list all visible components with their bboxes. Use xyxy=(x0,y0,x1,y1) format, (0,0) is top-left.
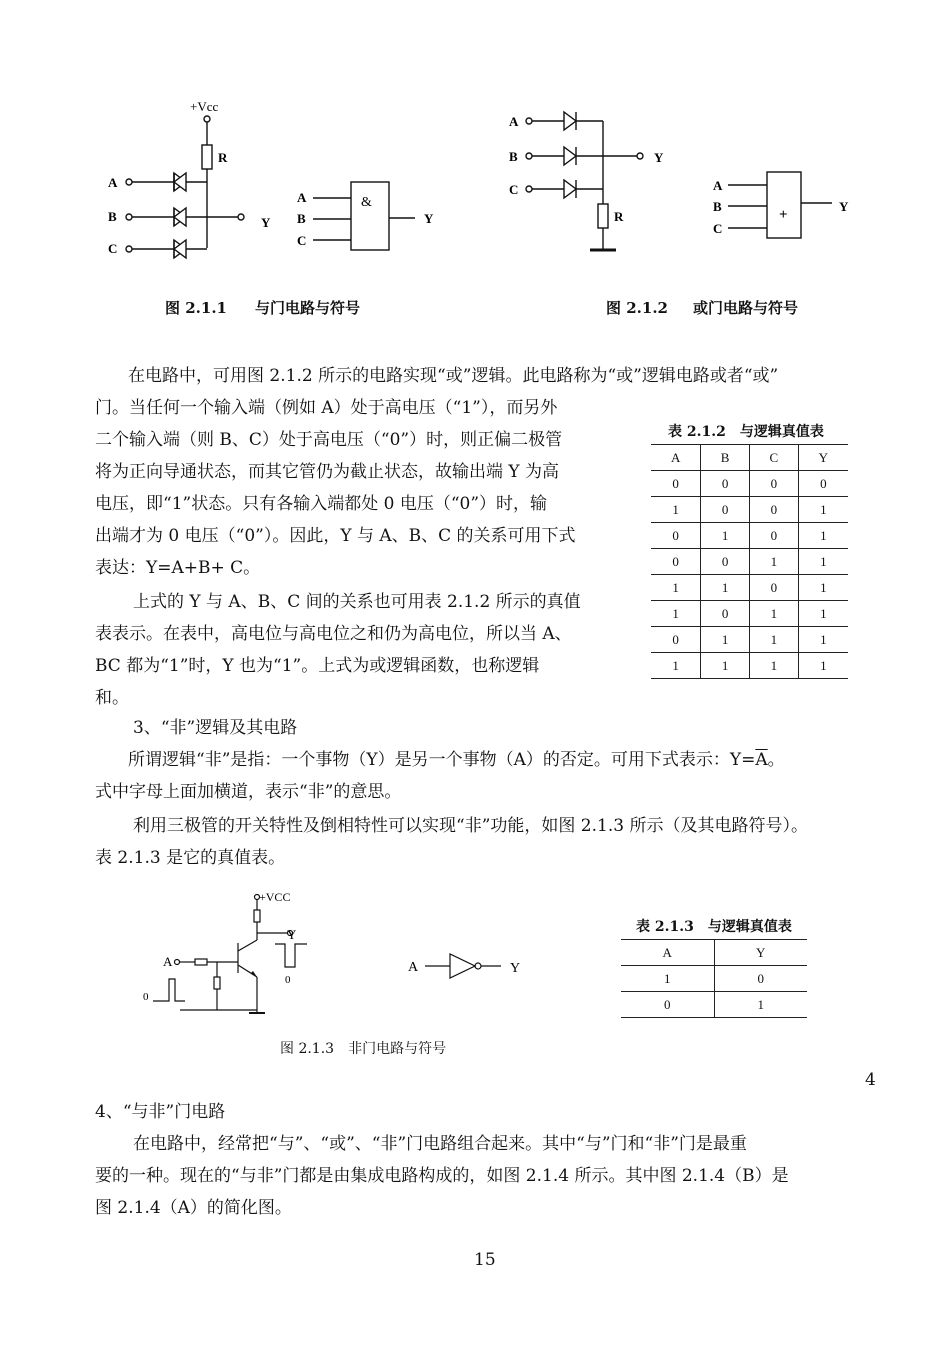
and-sym-b: B xyxy=(297,211,306,226)
para-4-line-2: 表 2.1.3 是它的真值表。 xyxy=(95,848,286,868)
and-sym-y: Y xyxy=(424,211,434,226)
table-cell: 1 xyxy=(798,627,848,653)
table-cell: 1 xyxy=(798,497,848,523)
or-input-a: A xyxy=(509,114,519,129)
table-cell: 0 xyxy=(651,627,701,653)
table-header-cell: B xyxy=(701,445,750,471)
or-sym-y: Y xyxy=(839,199,849,214)
fig-211-caption-number: 图 2.1.1 xyxy=(165,299,227,317)
table-header-cell: Y xyxy=(798,445,848,471)
not-gate-circuit xyxy=(135,885,325,1025)
table-cell: 1 xyxy=(798,601,848,627)
or-r-label: R xyxy=(614,209,624,224)
and-gate-symbol xyxy=(295,178,445,258)
and-vcc-label: +Vcc xyxy=(190,99,219,114)
or-sym-plus: + xyxy=(779,207,788,223)
para-3-line-1-text: 所谓逻辑“非”是指：一个事物（Y）是另一个事物（A）的否定。可用下式表示：Y= xyxy=(128,750,756,770)
table-cell: 1 xyxy=(798,653,848,679)
table-cell: 0 xyxy=(798,471,848,497)
fig-212-caption-text: 或门电路与符号 xyxy=(693,299,799,317)
not-sym-a: A xyxy=(408,960,419,975)
or-input-b: B xyxy=(509,149,518,164)
table-row xyxy=(651,575,848,601)
or-output-y: Y xyxy=(654,150,664,165)
table-cell: 0 xyxy=(749,471,798,497)
table-cell: 0 xyxy=(621,992,714,1018)
or-sym-c: C xyxy=(713,221,723,236)
table-row xyxy=(651,627,848,653)
para-3-line-1-end: 。 xyxy=(767,750,785,770)
fig-212-caption-number: 图 2.1.2 xyxy=(606,299,668,317)
para-5-line-3: 图 2.1.4（A）的简化图。 xyxy=(95,1198,292,1218)
table-cell: 1 xyxy=(749,601,798,627)
para-1-line-5: 电压，即“1”状态。只有各输入端都处 0 电压（“0”）时，输 xyxy=(95,494,548,514)
table-cell: 1 xyxy=(701,575,750,601)
para-5-line-2: 要的一种。现在的“与非”门都是由集成电路构成的，如图 2.1.4 所示。其中图 2.1.4（B）是 xyxy=(95,1166,789,1186)
side-page-number: 4 xyxy=(865,1070,876,1090)
table-row xyxy=(651,523,848,549)
para-2-line-3: BC 都为“1”时，Y 也为“1”。上式为或逻辑函数，也称逻辑 xyxy=(95,656,540,676)
fig-211-caption-text: 与门电路与符号 xyxy=(255,299,361,317)
table-cell: 1 xyxy=(798,575,848,601)
para-1-line-7: 表达：Y=A+B+ C。 xyxy=(95,558,261,578)
table-cell: 0 xyxy=(749,575,798,601)
and-sym-ampersand: & xyxy=(361,195,372,210)
table-cell: 1 xyxy=(749,549,798,575)
table-cell: 0 xyxy=(749,523,798,549)
table-212-title: 表 2.1.2 与逻辑真值表 xyxy=(668,424,824,440)
or-sym-b: B xyxy=(713,199,722,214)
table-row xyxy=(621,992,807,1018)
para-1-line-6: 出端才为 0 电压（“0”）。因此，Y 与 A、B、C 的关系可用下式 xyxy=(95,526,576,546)
para-1-line-3: 二个输入端（则 B、C）处于高电压（“0”）时，则正偏二极管 xyxy=(95,430,563,450)
para-3-line-2: 式中字母上面加横道，表示“非”的意思。 xyxy=(95,782,402,802)
truth-table-213 xyxy=(621,939,807,1018)
table-cell: 1 xyxy=(798,549,848,575)
table-cell: 1 xyxy=(701,653,750,679)
table-cell: 1 xyxy=(749,653,798,679)
and-input-a: A xyxy=(108,175,118,190)
table-row xyxy=(651,601,848,627)
table-row xyxy=(651,549,848,575)
table-cell: 1 xyxy=(651,653,701,679)
para-5-line-1: 在电路中，经常把“与”、“或”、“非”门电路组合起来。其中“与”门和“非”门是最重 xyxy=(133,1134,747,1154)
table-cell: 0 xyxy=(701,549,750,575)
table-cell: 0 xyxy=(651,471,701,497)
table-header-cell: A xyxy=(651,445,701,471)
table-cell: 1 xyxy=(621,966,714,992)
para-1-line-2: 门。当任何一个输入端（例如 A）处于高电压（“1”），而另外 xyxy=(95,398,558,418)
and-r-label: R xyxy=(218,150,228,165)
table-cell: 1 xyxy=(749,627,798,653)
table-cell: 0 xyxy=(651,549,701,575)
not-sym-y: Y xyxy=(510,961,521,976)
table-cell: 1 xyxy=(714,992,807,1018)
not-output-zero: 0 xyxy=(285,974,291,986)
para-2-line-1: 上式的 Y 与 A、B、C 间的关系也可用表 2.1.2 所示的真值 xyxy=(133,592,581,612)
table-cell: 1 xyxy=(798,523,848,549)
table-cell: 0 xyxy=(701,497,750,523)
table-header-row xyxy=(621,940,807,966)
table-cell: 1 xyxy=(701,523,750,549)
table-cell: 0 xyxy=(749,497,798,523)
table-row xyxy=(651,471,848,497)
or-input-c: C xyxy=(509,182,519,197)
para-1-line-4: 将为正向导通状态，而其它管仍为截止状态，故输出端 Y 为高 xyxy=(95,462,560,482)
table-header-row xyxy=(651,445,848,471)
or-sym-a: A xyxy=(713,178,723,193)
table-row xyxy=(621,966,807,992)
table-cell: 0 xyxy=(714,966,807,992)
para-4-line-1: 利用三极管的开关特性及倒相特性可以实现“非”功能，如图 2.1.3 所示（及其电路符号）。 xyxy=(133,816,808,836)
and-input-b: B xyxy=(108,209,117,224)
not-vcc-label: +VCC xyxy=(259,890,291,904)
truth-table-212 xyxy=(651,444,848,679)
table-213-title: 表 2.1.3 与逻辑真值表 xyxy=(636,919,792,935)
table-cell: 0 xyxy=(701,601,750,627)
or-gate-symbol xyxy=(710,168,860,248)
table-cell: 1 xyxy=(651,497,701,523)
not-input-zero: 0 xyxy=(143,991,149,1003)
and-input-c: C xyxy=(108,241,118,256)
not-gate-symbol xyxy=(405,948,535,984)
heading-nand-gate: 4、“与非”门电路 xyxy=(95,1102,226,1122)
table-cell: 1 xyxy=(651,575,701,601)
table-header-cell: C xyxy=(749,445,798,471)
fig-213-caption: 图 2.1.3 非门电路与符号 xyxy=(280,1041,447,1057)
table-header-cell: Y xyxy=(714,940,807,966)
table-cell: 0 xyxy=(701,471,750,497)
and-sym-c: C xyxy=(297,233,307,248)
para-2-line-4: 和。 xyxy=(95,688,129,708)
para-2-line-2: 表表示。在表中，高电位与高电位之和仍为高电位，所以当 A、 xyxy=(95,624,572,644)
table-cell: 1 xyxy=(651,601,701,627)
a-bar-symbol: $\overline{A}$ xyxy=(755,750,768,770)
and-sym-a: A xyxy=(297,190,307,205)
table-row xyxy=(651,497,848,523)
page-number: 15 xyxy=(474,1250,496,1270)
table-cell: 1 xyxy=(701,627,750,653)
table-header-cell: A xyxy=(621,940,714,966)
heading-not-logic: 3、“非”逻辑及其电路 xyxy=(133,718,298,738)
table-cell: 0 xyxy=(651,523,701,549)
not-a-label: A xyxy=(163,954,173,969)
and-gate-circuit xyxy=(90,95,290,265)
para-3-line-1 xyxy=(128,744,785,776)
and-output-y: Y xyxy=(261,215,271,230)
table-row xyxy=(651,653,848,679)
not-y-label: Y xyxy=(287,927,297,942)
para-1-line-1: 在电路中，可用图 2.1.2 所示的电路实现“或”逻辑。此电路称为“或”逻辑电路或者“或” xyxy=(128,366,779,386)
or-gate-circuit xyxy=(500,100,680,260)
